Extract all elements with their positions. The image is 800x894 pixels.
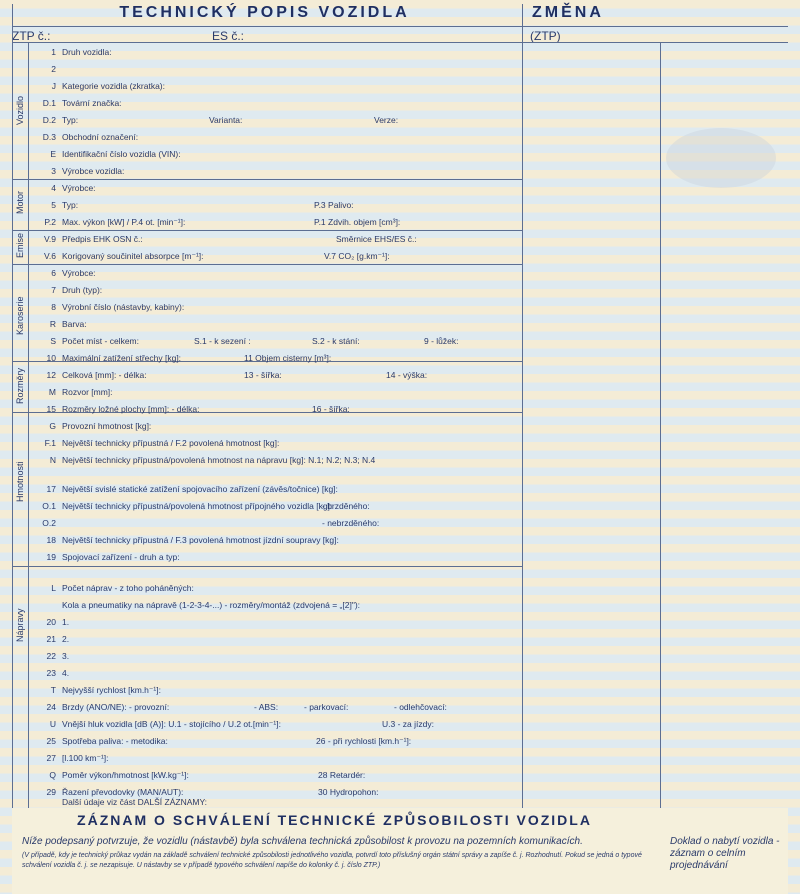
- form-row: [14, 452, 519, 469]
- form-row: [14, 265, 519, 282]
- row-label: Největší technicky přípustná/povolená hmotnost na nápravu [kg]: N.1; N.2; N.3; N.4: [62, 455, 376, 465]
- row-label: 3.: [62, 651, 70, 661]
- form-row: [14, 699, 519, 716]
- row-code: 5: [51, 200, 56, 210]
- form-row: [14, 418, 519, 435]
- row-label: Obchodní označení:: [62, 132, 139, 142]
- change-subdivider: [660, 42, 661, 808]
- row-code: M: [48, 387, 56, 397]
- form-row: [14, 180, 519, 197]
- row-code: 3: [51, 166, 56, 176]
- section-label-karoserie: Karoserie: [15, 296, 25, 335]
- es-label: ES č.:: [212, 29, 245, 43]
- form-row: [14, 549, 519, 566]
- row-label: Brzdy (ANO/NE): - provozní:: [62, 702, 170, 712]
- row-label: Rozměry ložné plochy [mm]: - délka:: [62, 404, 200, 414]
- row-field: Verze:: [374, 115, 399, 125]
- form-row: [14, 61, 519, 78]
- row-label: Vnější hluk vozidla [dB (A)]: U.1 - stojícího / U.2 ot.[min⁻¹]:: [62, 719, 281, 729]
- form-row: [14, 231, 519, 248]
- row-field: - brzděného:: [322, 501, 370, 511]
- form-row: [14, 350, 519, 367]
- row-code: 8: [51, 302, 56, 312]
- row-code: 22: [46, 651, 56, 661]
- form-row: [14, 515, 519, 532]
- ztp-row: [12, 29, 50, 43]
- row-code: L: [51, 583, 56, 593]
- row-code: 21: [46, 634, 56, 644]
- row-code: O.1: [42, 501, 56, 511]
- row-label: Nejvyšší rychlost [km.h⁻¹]:: [62, 685, 161, 695]
- row-field: U.3 - za jízdy:: [382, 719, 434, 729]
- row-label: Počet náprav - z toho poháněných:: [62, 583, 194, 593]
- row-code: 10: [46, 353, 56, 363]
- row-field: 14 - výška:: [386, 370, 428, 380]
- row-label: Další údaje viz část DALŠÍ ZÁZNAMY:: [62, 797, 208, 807]
- row-label: Druh vozidla:: [62, 47, 112, 57]
- stamp-watermark: [666, 128, 776, 188]
- form-row: [14, 716, 519, 733]
- row-label: 2.: [62, 634, 70, 644]
- row-code: F.1: [44, 438, 56, 448]
- form-row: [14, 648, 519, 665]
- change-column-title: ZMĚNA: [532, 4, 604, 21]
- row-field: 13 - šířka:: [244, 370, 282, 380]
- row-code: G: [49, 421, 56, 431]
- row-label: Největší technicky přípustná/povolená hmotnost přípojného vozidla [kg]:: [62, 501, 333, 511]
- form-row: [14, 580, 519, 597]
- row-label: Rozvor [mm]:: [62, 387, 113, 397]
- section-label-napravy: Nápravy: [15, 608, 25, 642]
- form-row: [14, 146, 519, 163]
- row-code: 20: [46, 617, 56, 627]
- row-field: - ABS:: [254, 702, 279, 712]
- row-code: J: [51, 81, 56, 91]
- row-label: 1.: [62, 617, 70, 627]
- row-field: 28 Retardér:: [318, 770, 366, 780]
- row-code: 6: [51, 268, 56, 278]
- approval-title: ZÁZNAM O SCHVÁLENÍ TECHNICKÉ ZPŮSOBILOSTI VOZIDLA: [77, 812, 592, 828]
- row-label: Max. výkon [kW] / P.4 ot. [min⁻¹]:: [62, 217, 186, 227]
- header-divider: [12, 26, 788, 27]
- row-field: P.3 Palivo:: [314, 200, 354, 210]
- row-code: 4: [51, 183, 56, 193]
- row-code: V.6: [44, 251, 56, 261]
- row-code: 29: [46, 787, 56, 797]
- row-code: Q: [49, 770, 56, 780]
- form-row: [14, 435, 519, 452]
- form-row: [14, 750, 519, 767]
- row-code: 12: [46, 370, 56, 380]
- row-field: - nebrzděného:: [322, 518, 380, 528]
- row-label: Výrobce:: [62, 268, 96, 278]
- row-label: Největší svislé statické zatížení spojovacího zařízení (závěs/točnice) [kg]:: [62, 484, 338, 494]
- approval-text: Níže podepsaný potvrzuje, že vozidlu (nástavbě) byla schválena technická způsobilost k provozu na pozemních komunikacích.: [22, 836, 583, 847]
- form-row: [14, 384, 519, 401]
- row-label: Výrobce vozidla:: [62, 166, 125, 176]
- form-row: [14, 597, 519, 614]
- row-label: Řazení převodovky (MAN/AUT):: [62, 787, 184, 797]
- row-code: 24: [46, 702, 56, 712]
- form-row: [14, 78, 519, 95]
- row-code: 18: [46, 535, 56, 545]
- section-label-rozmery: Rozměry: [15, 367, 25, 404]
- row-label: Celková [mm]: - délka:: [62, 370, 147, 380]
- row-label: Výrobní číslo (nástavby, kabiny):: [62, 302, 185, 312]
- row-field: - parkovací:: [304, 702, 349, 712]
- row-field: S.1 - k sezení :: [194, 336, 251, 346]
- form-row: [14, 682, 519, 699]
- row-field: 16 - šířka:: [312, 404, 350, 414]
- row-code: 19: [46, 552, 56, 562]
- form-row: [14, 532, 519, 549]
- row-code: N: [49, 455, 56, 465]
- row-label: Kategorie vozidla (zkratka):: [62, 81, 165, 91]
- form-row: [14, 767, 519, 784]
- row-code: U: [49, 719, 56, 729]
- document-title: TECHNICKÝ POPIS VOZIDLA: [119, 4, 410, 21]
- approval-note: (V případě, kdy je technický průkaz vydán na základě schválení technické způsobilosti jednotlivého vozidla, potvrdí toto příslušný orgán státní správy a zapíše č. j. Rozhodnutí. Pokud se jedná o typové schválení vozidla č. j. se nezapisuje. U nástavby se v případě typového schválení napíše do kolonky č. j. číslo ZTP.): [22, 852, 642, 869]
- row-code: V.9: [44, 234, 56, 244]
- row-code: D.3: [42, 132, 56, 142]
- row-label: Předpis EHK OSN č.:: [62, 234, 143, 244]
- row-label: Identifikační číslo vozidla (VIN):: [62, 149, 181, 159]
- row-field: Varianta:: [209, 115, 243, 125]
- row-code: 15: [46, 404, 56, 414]
- form-row: [14, 733, 519, 750]
- row-code: 23: [46, 668, 56, 678]
- row-field: P.1 Zdvih. objem [cm³]:: [314, 217, 401, 227]
- row-field: 26 - při rychlosti [km.h⁻¹]:: [316, 736, 412, 746]
- row-code: O.2: [42, 518, 56, 528]
- row-field: V.7 CO₂ [g.km⁻¹]:: [324, 251, 390, 261]
- row-code: T: [50, 685, 56, 695]
- form-row: [14, 214, 519, 231]
- row-label: Spojovací zařízení - druh a typ:: [62, 552, 180, 562]
- row-label: Největší technicky přípustná / F.3 povolená hmotnost jízdní soupravy [kg]:: [62, 535, 339, 545]
- form-row: [14, 129, 519, 146]
- form-row: [14, 44, 519, 61]
- form-row: [14, 95, 519, 112]
- section-label-hmotnosti: Hmotnosti: [15, 461, 25, 502]
- row-label: Typ:: [62, 200, 79, 210]
- row-code: 25: [46, 736, 56, 746]
- form-row: [14, 248, 519, 265]
- form-row: [14, 333, 519, 350]
- form-row: [14, 498, 519, 515]
- form-row: [14, 112, 519, 129]
- form-row: [14, 614, 519, 631]
- row-field: - odlehčovací:: [394, 702, 447, 712]
- form-row: [14, 796, 519, 808]
- row-label: Provozní hmotnost [kg]:: [62, 421, 152, 431]
- form-row: [14, 316, 519, 333]
- section-label-motor: Motor: [15, 190, 25, 214]
- form-row: [14, 299, 519, 316]
- ztp-divider: [12, 42, 788, 43]
- row-code: 7: [51, 285, 56, 295]
- row-code: S: [50, 336, 56, 346]
- row-code: 27: [46, 753, 56, 763]
- row-label: Kola a pneumatiky na nápravě (1-2-3-4-...) - rozměry/montáž (zdvojená = „[2]"):: [62, 600, 361, 610]
- form-row: [14, 401, 519, 418]
- row-code: P.2: [44, 217, 56, 227]
- change-column-divider: [522, 4, 523, 808]
- row-code: D.2: [42, 115, 56, 125]
- section-label-vozidlo: Vozidlo: [15, 95, 25, 125]
- ztp-paren-label: (ZTP): [530, 29, 561, 43]
- row-code: D.1: [42, 98, 56, 108]
- row-label: Maximální zatížení střechy [kg]:: [62, 353, 182, 363]
- row-field: 30 Hydropohon:: [318, 787, 379, 797]
- row-code: 2: [51, 64, 56, 74]
- form-row: [14, 163, 519, 180]
- row-code: 17: [46, 484, 56, 494]
- row-label: Poměr výkon/hmotnost [kW.kg⁻¹]:: [62, 770, 189, 780]
- ztp-label: ZTP č.:: [12, 29, 51, 43]
- row-label: [l.100 km⁻¹]:: [62, 753, 109, 763]
- form-row: [14, 197, 519, 214]
- form-row: [14, 665, 519, 682]
- row-field: S.2 - k stání:: [312, 336, 360, 346]
- row-label: Typ:: [62, 115, 79, 125]
- form-row: [14, 367, 519, 384]
- row-label: Největší technicky přípustná / F.2 povolená hmotnost [kg]:: [62, 438, 280, 448]
- row-field: 11 Objem cisterny [m³]:: [244, 353, 332, 363]
- row-field: 9 - lůžek:: [424, 336, 459, 346]
- row-label: Barva:: [62, 319, 87, 329]
- row-label: Výrobce:: [62, 183, 96, 193]
- row-label: Druh (typ):: [62, 285, 103, 295]
- left-border: [12, 4, 13, 894]
- row-label: Tovární značka:: [62, 98, 122, 108]
- form-row: [14, 481, 519, 498]
- row-field: Směrnice EHS/ES č.:: [336, 234, 417, 244]
- row-code: R: [49, 319, 56, 329]
- customs-record-label: Doklad o nabytí vozidla - záznam o celním projednávání: [670, 836, 780, 871]
- form-row: [14, 282, 519, 299]
- row-code: E: [50, 149, 56, 159]
- row-code: 1: [51, 47, 56, 57]
- row-label: Počet míst - celkem:: [62, 336, 139, 346]
- row-label: 4.: [62, 668, 70, 678]
- row-label: Korigovaný součinitel absorpce [m⁻¹]:: [62, 251, 204, 261]
- form-row: [14, 631, 519, 648]
- row-label: Spotřeba paliva: - metodika:: [62, 736, 168, 746]
- section-label-emise: Emise: [15, 232, 25, 258]
